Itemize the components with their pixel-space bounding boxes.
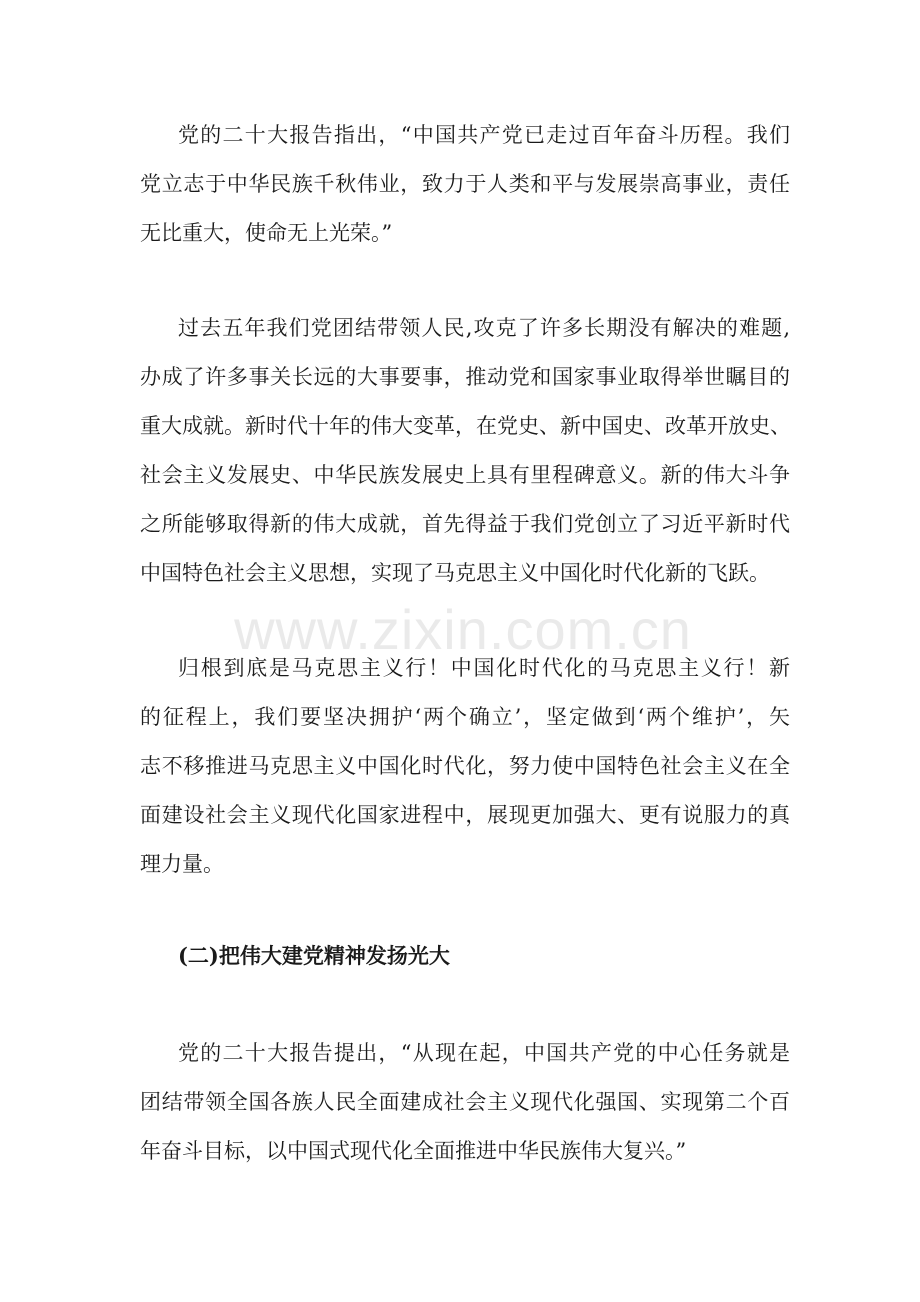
text-line: 年奋斗目标，以中国式现代化全面推进中华民族伟大复兴。” [140, 1139, 687, 1163]
text-line: 社会主义发展史、中华民族发展史上具有里程碑意义。新的伟大斗争 [140, 463, 790, 487]
text-line: 志不移推进马克思主义中国化时代化，努力使中国特色社会主义在全 [140, 754, 790, 778]
section-heading: (二)把伟大建党精神发扬光大 [178, 943, 450, 968]
text-line: 的征程上，我们要坚决拥护‘两个确立’，坚定做到‘两个维护’，矢 [140, 705, 790, 729]
text-line: 团结带领全国各族人民全面建成社会主义现代化强国、实现第二个百 [140, 1090, 790, 1114]
text-line: 中国特色社会主义思想，实现了马克思主义中国化时代化新的飞跃。 [140, 561, 770, 585]
text-line: 理力量。 [140, 852, 224, 876]
text-line: 办成了许多事关长远的大事要事，推动党和国家事业取得举世瞩目的 [140, 365, 790, 389]
watermark: www.zixin.com.cn [234, 598, 692, 661]
text-line: 重大成就。新时代十年的伟大变革，在党史、新中国史、改革开放史、 [140, 414, 791, 438]
text-line: 党的二十大报告提出，“从现在起，中国共产党的中心任务就是 [178, 1041, 790, 1065]
text-line: 党立志于中华民族千秋伟业，致力于人类和平与发展崇高事业，责任 [140, 172, 790, 196]
text-line: 之所能够取得新的伟大成就，首先得益于我们党创立了习近平新时代 [140, 512, 790, 536]
text-line: 过去五年我们党团结带领人民,攻克了许多长期没有解决的难题, [178, 316, 790, 340]
text-line: 无比重大，使命无上光荣。” [140, 221, 393, 245]
text-line: 党的二十大报告指出，“中国共产党已走过百年奋斗历程。我们 [178, 123, 790, 147]
text-line: 归根到底是马克思主义行！中国化时代化的马克思主义行！新 [178, 656, 790, 680]
text-line: 面建设社会主义现代化国家进程中，展现更加强大、更有说服力的真 [140, 803, 790, 827]
